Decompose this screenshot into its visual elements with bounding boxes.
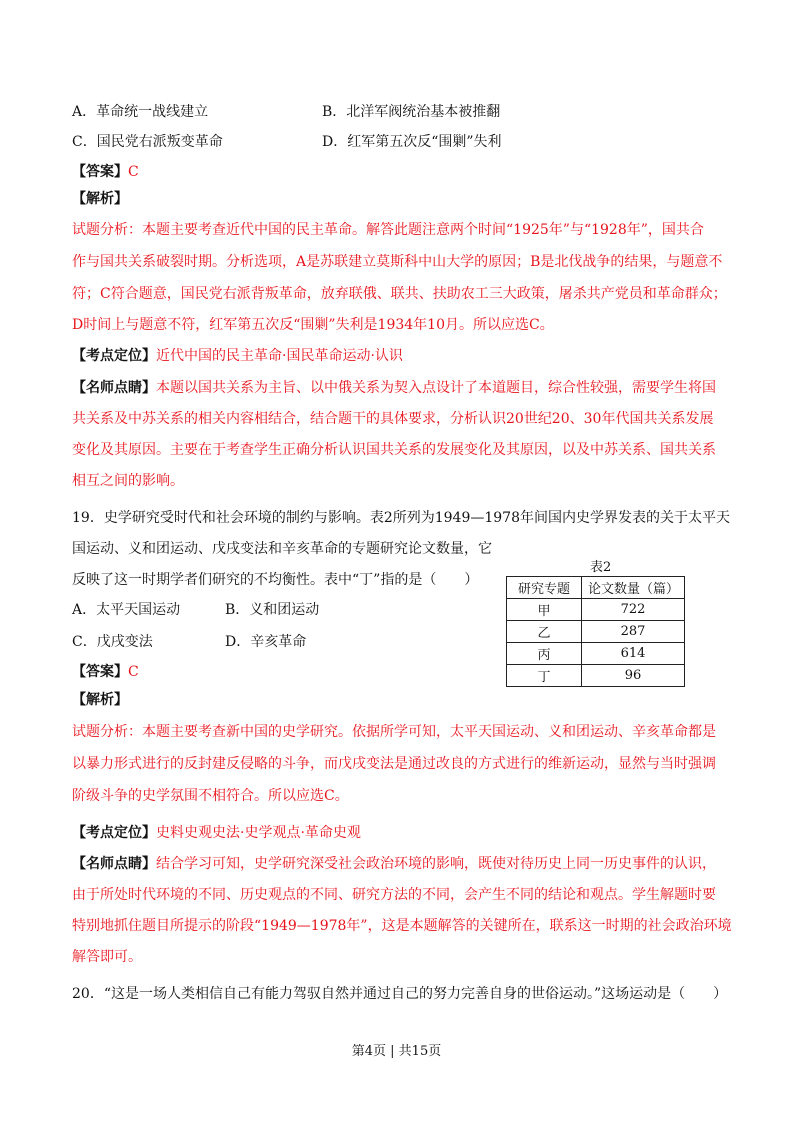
analysis-label: 【解析】 <box>72 692 128 708</box>
q18-mingshi-line: 变化及其原因。主要在于考查学生正确分析认识国共关系的发展变化及其原因，以及中苏关系、国共关系 <box>72 442 716 458</box>
q18-analysis-line: 试题分析：本题主要考查近代中国的民主革命。解答此题注意两个时间“1925年”与“1928年”，国共合 <box>72 222 704 238</box>
analysis-label: 【解析】 <box>72 191 128 207</box>
q19-mingshi-line: 由于所处时代环境的不同、历史观点的不同、研究方法的不同，会产生不同的结论和观点。学生解题时要 <box>72 887 716 903</box>
mingshi-text: 结合学习可知，史学研究深受社会政治环境的影响，既使对待历史上同一历史事件的认识， <box>156 856 716 872</box>
q18-kaodian <box>72 346 403 366</box>
answer-label: 【答案】 <box>72 164 128 180</box>
q18-mingshi-line: 相互之间的影响。 <box>72 473 184 489</box>
q18-mingshi <box>72 378 716 398</box>
q18-analysis-line: 作与国共关系破裂时期。分析选项，A是苏联建立莫斯科中山大学的原因；B是北伐战争的结果，与题意不 <box>72 254 723 270</box>
q18-answer <box>72 162 139 182</box>
table-cell: 丙 <box>507 643 582 665</box>
q19-mingshi <box>72 854 716 874</box>
q19-option-b: B．义和团运动 <box>225 602 320 618</box>
q19-option-c: C．戊戌变法 <box>72 634 153 650</box>
table-row <box>507 599 685 621</box>
paper-count-table <box>506 576 685 687</box>
answer-value: C <box>128 164 139 180</box>
q19-stem-line: 19．史学研究受时代和社会环境的制约与影响。表2所列为1949—1978年间国内史学界发表的关于太平天 <box>72 510 730 526</box>
table-cell: 甲 <box>507 599 582 621</box>
q19-kaodian <box>72 823 361 843</box>
q18-option-b: B．北洋军阀统治基本被推翻 <box>322 104 501 120</box>
table-cell: 287 <box>582 621 685 643</box>
table-cell: 丁 <box>507 665 582 687</box>
q19-option-d: D．辛亥革命 <box>225 634 307 650</box>
table-row <box>507 621 685 643</box>
q19-stem-line: 国运动、义和团运动、戊戌变法和辛亥革命的专题研究论文数量，它 <box>72 541 492 557</box>
kaodian-label: 【考点定位】 <box>72 348 156 364</box>
kaodian-text: 近代中国的民主革命·国民革命运动·认识 <box>156 348 403 364</box>
page-footer: 第4页 | 共15页 <box>351 1044 442 1059</box>
table-cell: 乙 <box>507 621 582 643</box>
q19-mingshi-line: 特别地抓住题目所提示的阶段“1949—1978年”，这是本题解答的关键所在，联系这一时期的社会政治环境 <box>72 918 732 934</box>
q18-option-d: D．红军第五次反“围剿”失利 <box>322 134 502 150</box>
table-row <box>507 643 685 665</box>
q18-analysis-line: D时间上与题意不符，红军第五次反“围剿”失利是1934年10月。所以应选C。 <box>72 317 554 333</box>
table-header-row <box>507 577 685 599</box>
q19-mingshi-line: 解答即可。 <box>72 949 142 965</box>
q18-mingshi-line: 共关系及中苏关系的相关内容相结合，结合题干的具体要求，分析认识20世纪20、30年代国共关系发展 <box>72 411 714 427</box>
q18-option-c: C．国民党右派叛变革命 <box>72 134 223 150</box>
mingshi-label: 【名师点睛】 <box>72 380 156 396</box>
q19-analysis-line: 阶级斗争的史学氛围不相符合。所以应选C。 <box>72 788 349 804</box>
q18-analysis-line: 符；C符合题意，国民党右派背叛革命，放弃联俄、联共、扶助农工三大政策，屠杀共产党员和革命群众； <box>72 286 727 302</box>
answer-label: 【答案】 <box>72 664 128 680</box>
q19-analysis-line: 以暴力形式进行的反封建反侵略的斗争，而戊戌变法是通过改良的方式进行的维新运动，显然与当时强调 <box>72 756 716 772</box>
table-caption: 表2 <box>590 560 612 575</box>
q18-option-a: A．革命统一战线建立 <box>72 104 209 120</box>
table-cell: 96 <box>582 665 685 687</box>
q19-option-a: A．太平天国运动 <box>72 602 181 618</box>
mingshi-text: 本题以国共关系为主旨、以中俄关系为契入点设计了本道题目，综合性较强，需要学生将国 <box>156 380 716 396</box>
answer-value: C <box>128 664 139 680</box>
table-header: 研究专题 <box>507 577 582 599</box>
table-cell: 614 <box>582 643 685 665</box>
table-row <box>507 665 685 687</box>
q19-stem-line: 反映了这一时期学者们研究的不均衡性。表中“丁”指的是（ ） <box>72 572 479 588</box>
q19-analysis-line: 试题分析：本题主要考查新中国的史学研究。依据所学可知，太平天国运动、义和团运动、辛亥革命都是 <box>72 724 716 740</box>
q19-analysis-label <box>72 690 128 710</box>
q18-analysis-label <box>72 189 128 209</box>
q20-stem: 20．“这是一场人类相信自己有能力驾驭自然并通过自己的努力完善自身的世俗运动。”这场运动是（ ） <box>72 986 728 1002</box>
mingshi-label: 【名师点睛】 <box>72 856 156 872</box>
kaodian-label: 【考点定位】 <box>72 825 156 841</box>
q19-answer <box>72 662 139 682</box>
table-header: 论文数量（篇） <box>582 577 685 599</box>
table-cell: 722 <box>582 599 685 621</box>
kaodian-text: 史料史观史法·史学观点·革命史观 <box>156 825 361 841</box>
